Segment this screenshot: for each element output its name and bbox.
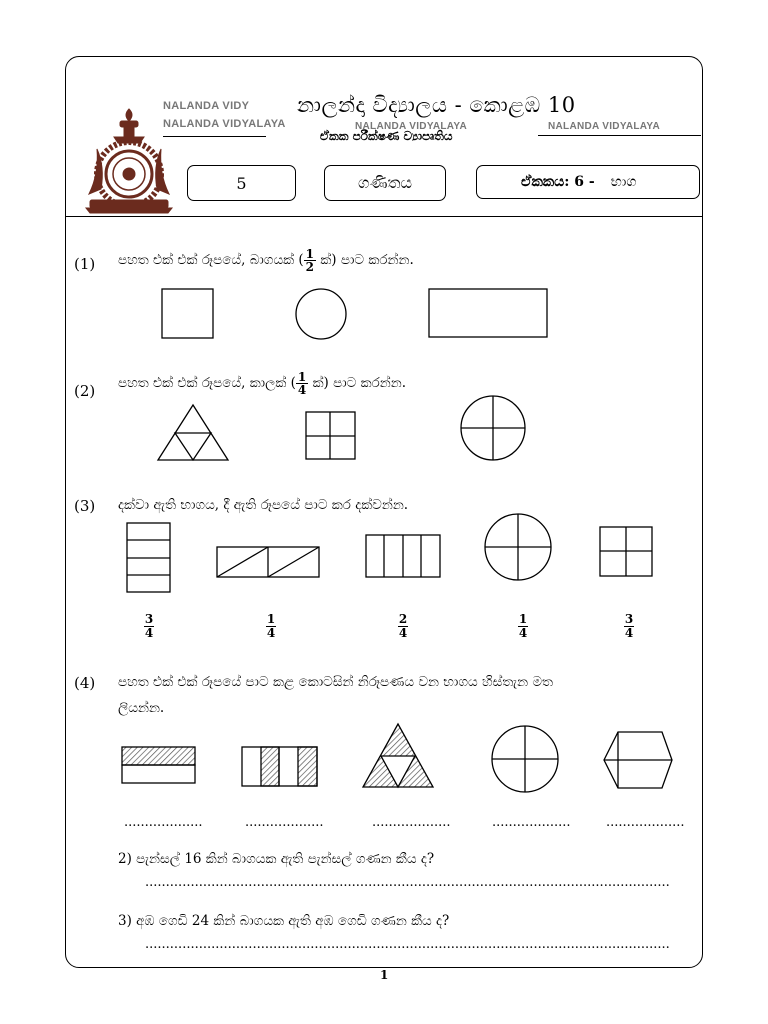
- denominator: 4: [398, 626, 408, 640]
- question-text: [118, 371, 406, 396]
- question-number: (4): [74, 674, 96, 692]
- fraction: [296, 371, 308, 396]
- q1-square: [162, 289, 213, 338]
- numerator: 3: [144, 612, 154, 626]
- header-rule-right: [538, 135, 701, 136]
- q3-fraction-label: [261, 613, 281, 640]
- numerator: 1: [266, 612, 276, 626]
- q4-shapes: [0, 720, 768, 810]
- numerator: 3: [624, 612, 634, 626]
- question-text: පහත එක් එක් රූපයේ පාට කළ කොටසින් නිරූපණය වන භාගය හිස්තැන මත: [118, 674, 553, 690]
- q4-column-rect: [242, 747, 317, 786]
- watermark-text: NALANDA VIDYALAYA: [548, 121, 660, 132]
- denominator: 4: [297, 383, 307, 397]
- q3-column-rect: [366, 535, 440, 577]
- subject-box: ගණිතය: [324, 165, 446, 201]
- numerator: 1: [518, 612, 528, 626]
- answer-blank[interactable]: ...................: [245, 815, 324, 830]
- subquestion-text: 2) පැන්සල් 16 කින් බාගයක ඇති පැන්සල් ගණන කීය ද?: [118, 851, 435, 867]
- question-number: (2): [74, 382, 96, 400]
- denominator: 2: [305, 260, 315, 274]
- q1-shapes: [0, 284, 768, 364]
- question-text-part: පහත එක් එක් රූපයේ, බාගයක් (: [118, 252, 304, 268]
- numerator: 1: [305, 247, 315, 261]
- unit-label: ඒකකය: 6 -: [521, 174, 595, 190]
- answer-line[interactable]: ...............................................................................................................................: [145, 875, 670, 890]
- q4-triangle: [363, 724, 433, 787]
- answer-line[interactable]: ...............................................................................................................................: [145, 937, 670, 952]
- unit-name: භාග: [610, 174, 637, 190]
- page-subtitle: ඒකක පරීක්ෂණ ව්‍යාපෘතිය: [320, 129, 453, 143]
- q3-fraction-label: [393, 613, 413, 640]
- page-number: 1: [380, 968, 389, 982]
- question-text-part: පහත එක් එක් රූපයේ, කාලක් (: [118, 375, 296, 391]
- denominator: 4: [266, 626, 276, 640]
- question-number: (3): [74, 497, 96, 515]
- q3-square-grid: [600, 527, 652, 576]
- answer-blank[interactable]: ...................: [372, 815, 451, 830]
- watermark-text: NALANDA VIDY: [163, 100, 250, 112]
- q3-fraction-label: [513, 613, 533, 640]
- denominator: 4: [518, 626, 528, 640]
- denominator: 4: [144, 626, 154, 640]
- q3-fraction-label: [139, 613, 159, 640]
- q2-triangle: [158, 405, 228, 460]
- answer-blank[interactable]: ...................: [606, 815, 685, 830]
- q3-shapes: [0, 515, 768, 605]
- numerator: 1: [297, 370, 307, 384]
- subquestion-text: 3) අඹ ගෙඩි 24 කින් බාගයක ඇති අඹ ගෙඩි ගණන කීය ද?: [118, 913, 450, 929]
- watermark-text: NALANDA VIDYALAYA: [163, 118, 286, 130]
- question-text-part: ක්) පාට කරන්න.: [316, 252, 414, 268]
- q2-circle-quarters: [461, 396, 525, 460]
- q2-shapes: [0, 400, 768, 480]
- header-rule-left: [163, 136, 266, 137]
- q2-square-grid: [306, 412, 355, 459]
- q4-half-rect: [122, 747, 195, 783]
- question-text: දක්වා ඇති භාගය, දී ඇති රූපයේ පාට කර දක්වන්න.: [118, 497, 409, 513]
- q3-vertical-bar: [127, 523, 170, 592]
- q4-hexagon: [604, 732, 672, 788]
- q1-circle: [296, 289, 346, 339]
- unit-box: [476, 165, 700, 199]
- grade-box: 5: [187, 165, 296, 201]
- q3-fraction-label: [619, 613, 639, 640]
- q3-diagonal-rect: [217, 547, 319, 577]
- numerator: 2: [398, 612, 408, 626]
- watermark-text: NALANDA VIDYALAYA: [355, 121, 467, 132]
- question-text: ලියන්න.: [118, 700, 165, 716]
- answer-blank[interactable]: ...................: [124, 815, 203, 830]
- question-text: [118, 248, 414, 273]
- q3-circle-quarters: [485, 514, 551, 580]
- fraction: [304, 248, 316, 273]
- header-divider: [66, 216, 702, 217]
- question-number: (1): [74, 255, 96, 273]
- q4-circle-quarters: [492, 726, 558, 792]
- q1-rectangle: [429, 289, 547, 337]
- question-text-part: ක්) පාට කරන්න.: [308, 375, 407, 391]
- denominator: 4: [624, 626, 634, 640]
- answer-blank[interactable]: ...................: [492, 815, 571, 830]
- page-title: නාලන්දා විද්‍යාලය - කොළඹ 10: [297, 93, 576, 117]
- school-crest-logo: [84, 104, 174, 214]
